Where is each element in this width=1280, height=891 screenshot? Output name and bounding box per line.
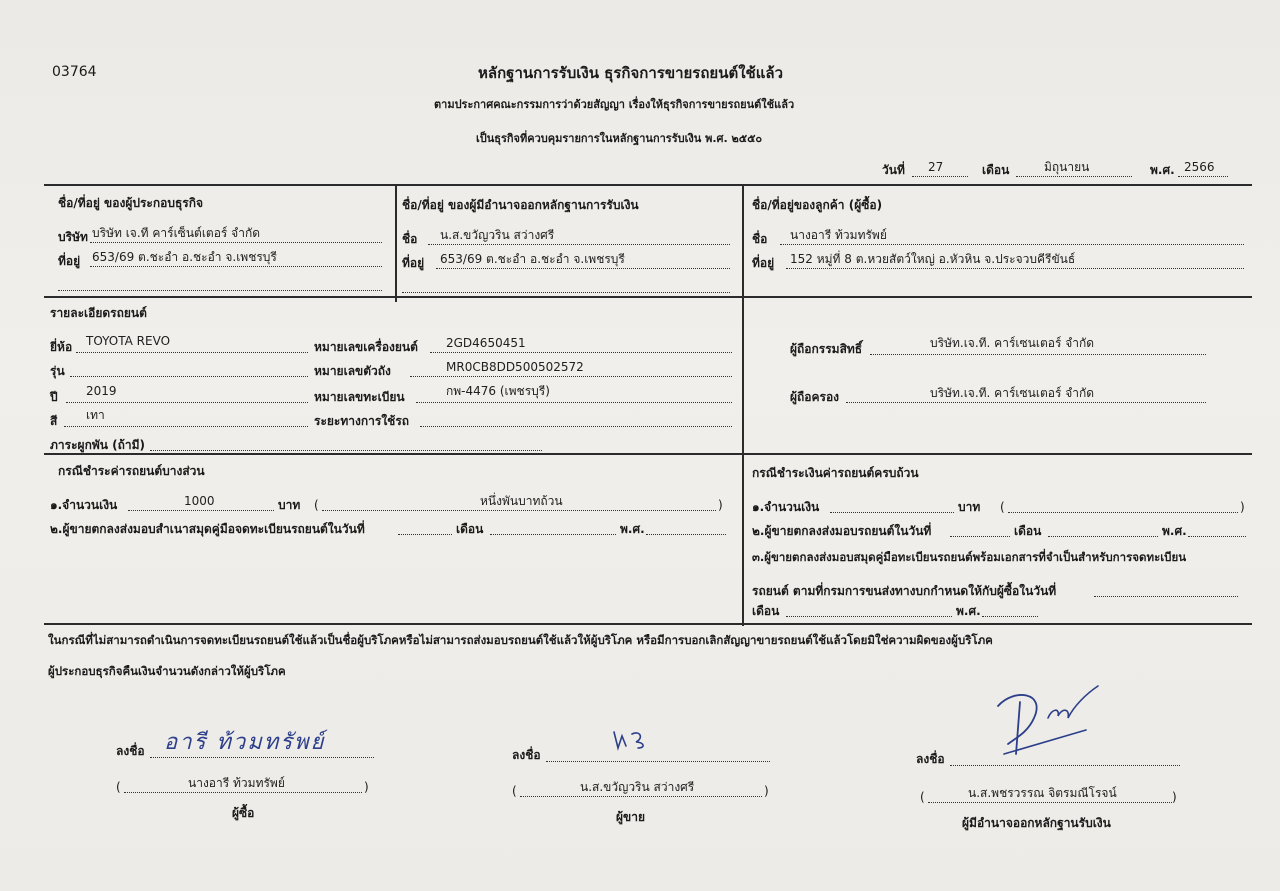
day-value: 27 (928, 160, 944, 174)
vehicle-plate-label: หมายเลขทะเบียน (314, 390, 405, 404)
partial-paren-close: ) (718, 498, 723, 512)
partial-header: กรณีชำระค่ารถยนต์บางส่วน (58, 464, 205, 478)
full-month-label: เดือน (1014, 524, 1042, 538)
seller-role: ผู้ขาย (616, 810, 646, 824)
full-amount-label: ๑.จำนวนเงิน (752, 500, 820, 514)
frame-divider-2 (742, 186, 744, 626)
document-subtitle-2: เป็นธุรกิจที่ควบคุมรายการในหลักฐานการรับเงิน พ.ศ. ๒๕๕๐ (476, 132, 763, 145)
issuer-name-label: ชื่อ (402, 232, 418, 246)
year-value: 2566 (1184, 160, 1215, 174)
issuer-name-value: น.ส.ขวัญวริน สว่างศรี (440, 228, 555, 242)
frame-line-3 (44, 453, 1252, 455)
operator-company-label: บริษัท (58, 230, 88, 244)
issuer-paren-close: ) (1172, 790, 1177, 804)
full-item3-month-label: เดือน (752, 604, 780, 618)
vehicle-holder-label: ผู้ถือครอง (790, 390, 840, 404)
seller-sign-label: ลงชื่อ (512, 748, 541, 762)
issuer-sign-label: ลงชื่อ (916, 752, 945, 766)
partial-baht-label: บาท (278, 498, 301, 512)
partial-amount-value: 1000 (184, 494, 215, 508)
vehicle-brand-value: TOYOTA REVO (86, 334, 171, 348)
full-item3-line2: รถยนต์ ตามที่กรมการขนส่งทางบกกำหนดให้กับผู้ซื้อในวันที่ (752, 584, 1057, 598)
seller-paren-open: ( (512, 784, 517, 798)
buyer-paren-close: ) (364, 780, 369, 794)
full-item3-year-label: พ.ศ. (956, 604, 981, 618)
vehicle-engine-label: หมายเลขเครื่องยนต์ (314, 340, 418, 354)
customer-address-label: ที่อยู่ (752, 256, 775, 270)
full-item2: ๒.ผู้ขายตกลงส่งมอบรถยนต์ในวันที่ (752, 524, 932, 538)
full-header: กรณีชำระเงินค่ารถยนต์ครบถ้วน (752, 466, 919, 480)
day-label: วันที่ (882, 163, 905, 177)
buyer-paren-open: ( (116, 780, 121, 794)
frame-top-line (44, 184, 1252, 186)
vehicle-color-label: สี (50, 414, 58, 428)
full-paren-close: ) (1240, 500, 1245, 514)
document-number: 03764 (52, 64, 97, 80)
full-baht-label: บาท (958, 500, 981, 514)
issuer-paren-open: ( (920, 790, 925, 804)
vehicle-holder-value: บริษัท.เจ.ที. คาร์เซนเตอร์ จำกัด (930, 386, 1095, 400)
partial-amount-label: ๑.จำนวนเงิน (50, 498, 118, 512)
operator-address-value: 653/69 ต.ชะอำ อ.ชะอำ จ.เพชรบุรี (92, 250, 277, 264)
month-value: มิถุนายน (1044, 160, 1090, 174)
issuer-signer-name: น.ส.พชรวรรณ จิตรมณีโรจน์ (968, 786, 1117, 800)
buyer-name: นางอารี ท้วมทรัพย์ (188, 776, 285, 790)
vehicle-plate-value: กพ-4476 (เพชรบุรี) (446, 384, 550, 398)
seller-paren-close: ) (764, 784, 769, 798)
frame-divider-1 (395, 186, 397, 302)
vehicle-brand-label: ยี่ห้อ (50, 340, 73, 354)
customer-header: ชื่อ/ที่อยู่ของลูกค้า (ผู้ซื้อ) (752, 198, 883, 212)
seller-name: น.ส.ขวัญวริน สว่างศรี (580, 780, 695, 794)
frame-line-2 (44, 296, 1252, 298)
vehicle-owner-value: บริษัท.เจ.ที. คาร์เซนเตอร์ จำกัด (930, 336, 1095, 350)
customer-address-value: 152 หมู่ที่ 8 ต.หวยสัตว์ใหญ่ อ.หัวหิน จ.ประจวบคีรีขันธ์ (790, 252, 1076, 266)
operator-header: ชื่อ/ที่อยู่ ของผู้ประกอบธุรกิจ (58, 196, 204, 210)
vehicle-color-value: เทา (86, 408, 105, 422)
buyer-handwritten-signature: อารี ท้วมทรัพย์ (164, 730, 326, 755)
year-label: พ.ศ. (1150, 163, 1175, 177)
frame-line-4 (44, 623, 1252, 625)
full-year-label: พ.ศ. (1162, 524, 1187, 538)
vehicle-chassis-label: หมายเลขตัวถัง (314, 364, 391, 378)
month-label: เดือน (982, 163, 1010, 177)
vehicle-distance-label: ระยะทางการใช้รถ (314, 414, 410, 428)
full-item3-line1: ๓.ผู้ขายตกลงส่งมอบสมุดคู่มือทะเบียนรถยนต์พร้อมเอกสารที่จำเป็นสำหรับการจดทะเบียน (752, 550, 1187, 564)
notice-line-2: ผู้ประกอบธุรกิจคืนเงินจำนวนดังกล่าวให้ผู้บริโภค (48, 664, 286, 678)
partial-month-label: เดือน (456, 522, 484, 536)
partial-item2: ๒.ผู้ขายตกลงส่งมอบสำเนาสมุดคู่มือจดทะเบียนรถยนต์ในวันที่ (50, 522, 365, 536)
buyer-role: ผู้ซื้อ (232, 806, 255, 820)
document-subtitle-1: ตามประกาศคณะกรรมการว่าด้วยสัญญา เรื่องให้ธุรกิจการขายรถยนต์ใช้แล้ว (434, 98, 795, 111)
buyer-sign-label: ลงชื่อ (116, 744, 145, 758)
vehicle-year-value: 2019 (86, 384, 117, 398)
vehicle-owner-label: ผู้ถือกรรมสิทธิ์ (790, 342, 863, 356)
customer-name-value: นางอารี ท้วมทรัพย์ (790, 228, 887, 242)
document-title: หลักฐานการรับเงิน ธุรกิจการขายรถยนต์ใช้แล้ว (478, 64, 784, 82)
issuer-handwritten-signature (990, 678, 1106, 762)
operator-company-value: บริษัท เจ.ที คาร์เซ็นต์เตอร์ จำกัด (92, 226, 261, 240)
issuer-header: ชื่อ/ที่อยู่ ของผู้มีอำนาจออกหลักฐานการรับเงิน (402, 198, 639, 212)
vehicle-engine-value: 2GD4650451 (446, 336, 526, 350)
notice-line-1: ในกรณีที่ไม่สามารถดำเนินการจดทะเบียนรถยนต์ใช้แล้วเป็นชื่อผู้บริโภคหรือไม่สามารถส่งมอบรถยนต์ใช้แล้วให้ผู้บริโภค หรือมีการบอกเลิกสัญญาขายรถยนต์ใช้แล้วโดยมิใช่ความผิดของผู้บริโภค (48, 633, 993, 647)
partial-paren-open: ( (314, 498, 319, 512)
vehicle-header: รายละเอียดรถยนต์ (50, 306, 147, 320)
vehicle-burden-label: ภาระผูกพัน (ถ้ามี) (50, 438, 146, 452)
full-paren-open: ( (1000, 500, 1005, 514)
partial-year-label: พ.ศ. (620, 522, 645, 536)
issuer-address-label: ที่อยู่ (402, 256, 425, 270)
partial-amount-words: หนึ่งพันบาทถ้วน (480, 494, 563, 508)
operator-address-label: ที่อยู่ (58, 254, 81, 268)
issuer-role: ผู้มีอำนาจออกหลักฐานรับเงิน (962, 816, 1111, 830)
issuer-address-value: 653/69 ต.ชะอำ อ.ชะอำ จ.เพชรบุรี (440, 252, 625, 266)
vehicle-model-label: รุ่น (50, 364, 65, 378)
vehicle-chassis-value: MR0CB8DD500502572 (446, 360, 584, 374)
vehicle-year-label: ปี (50, 390, 58, 404)
customer-name-label: ชื่อ (752, 232, 768, 246)
seller-handwritten-signature (610, 726, 654, 754)
